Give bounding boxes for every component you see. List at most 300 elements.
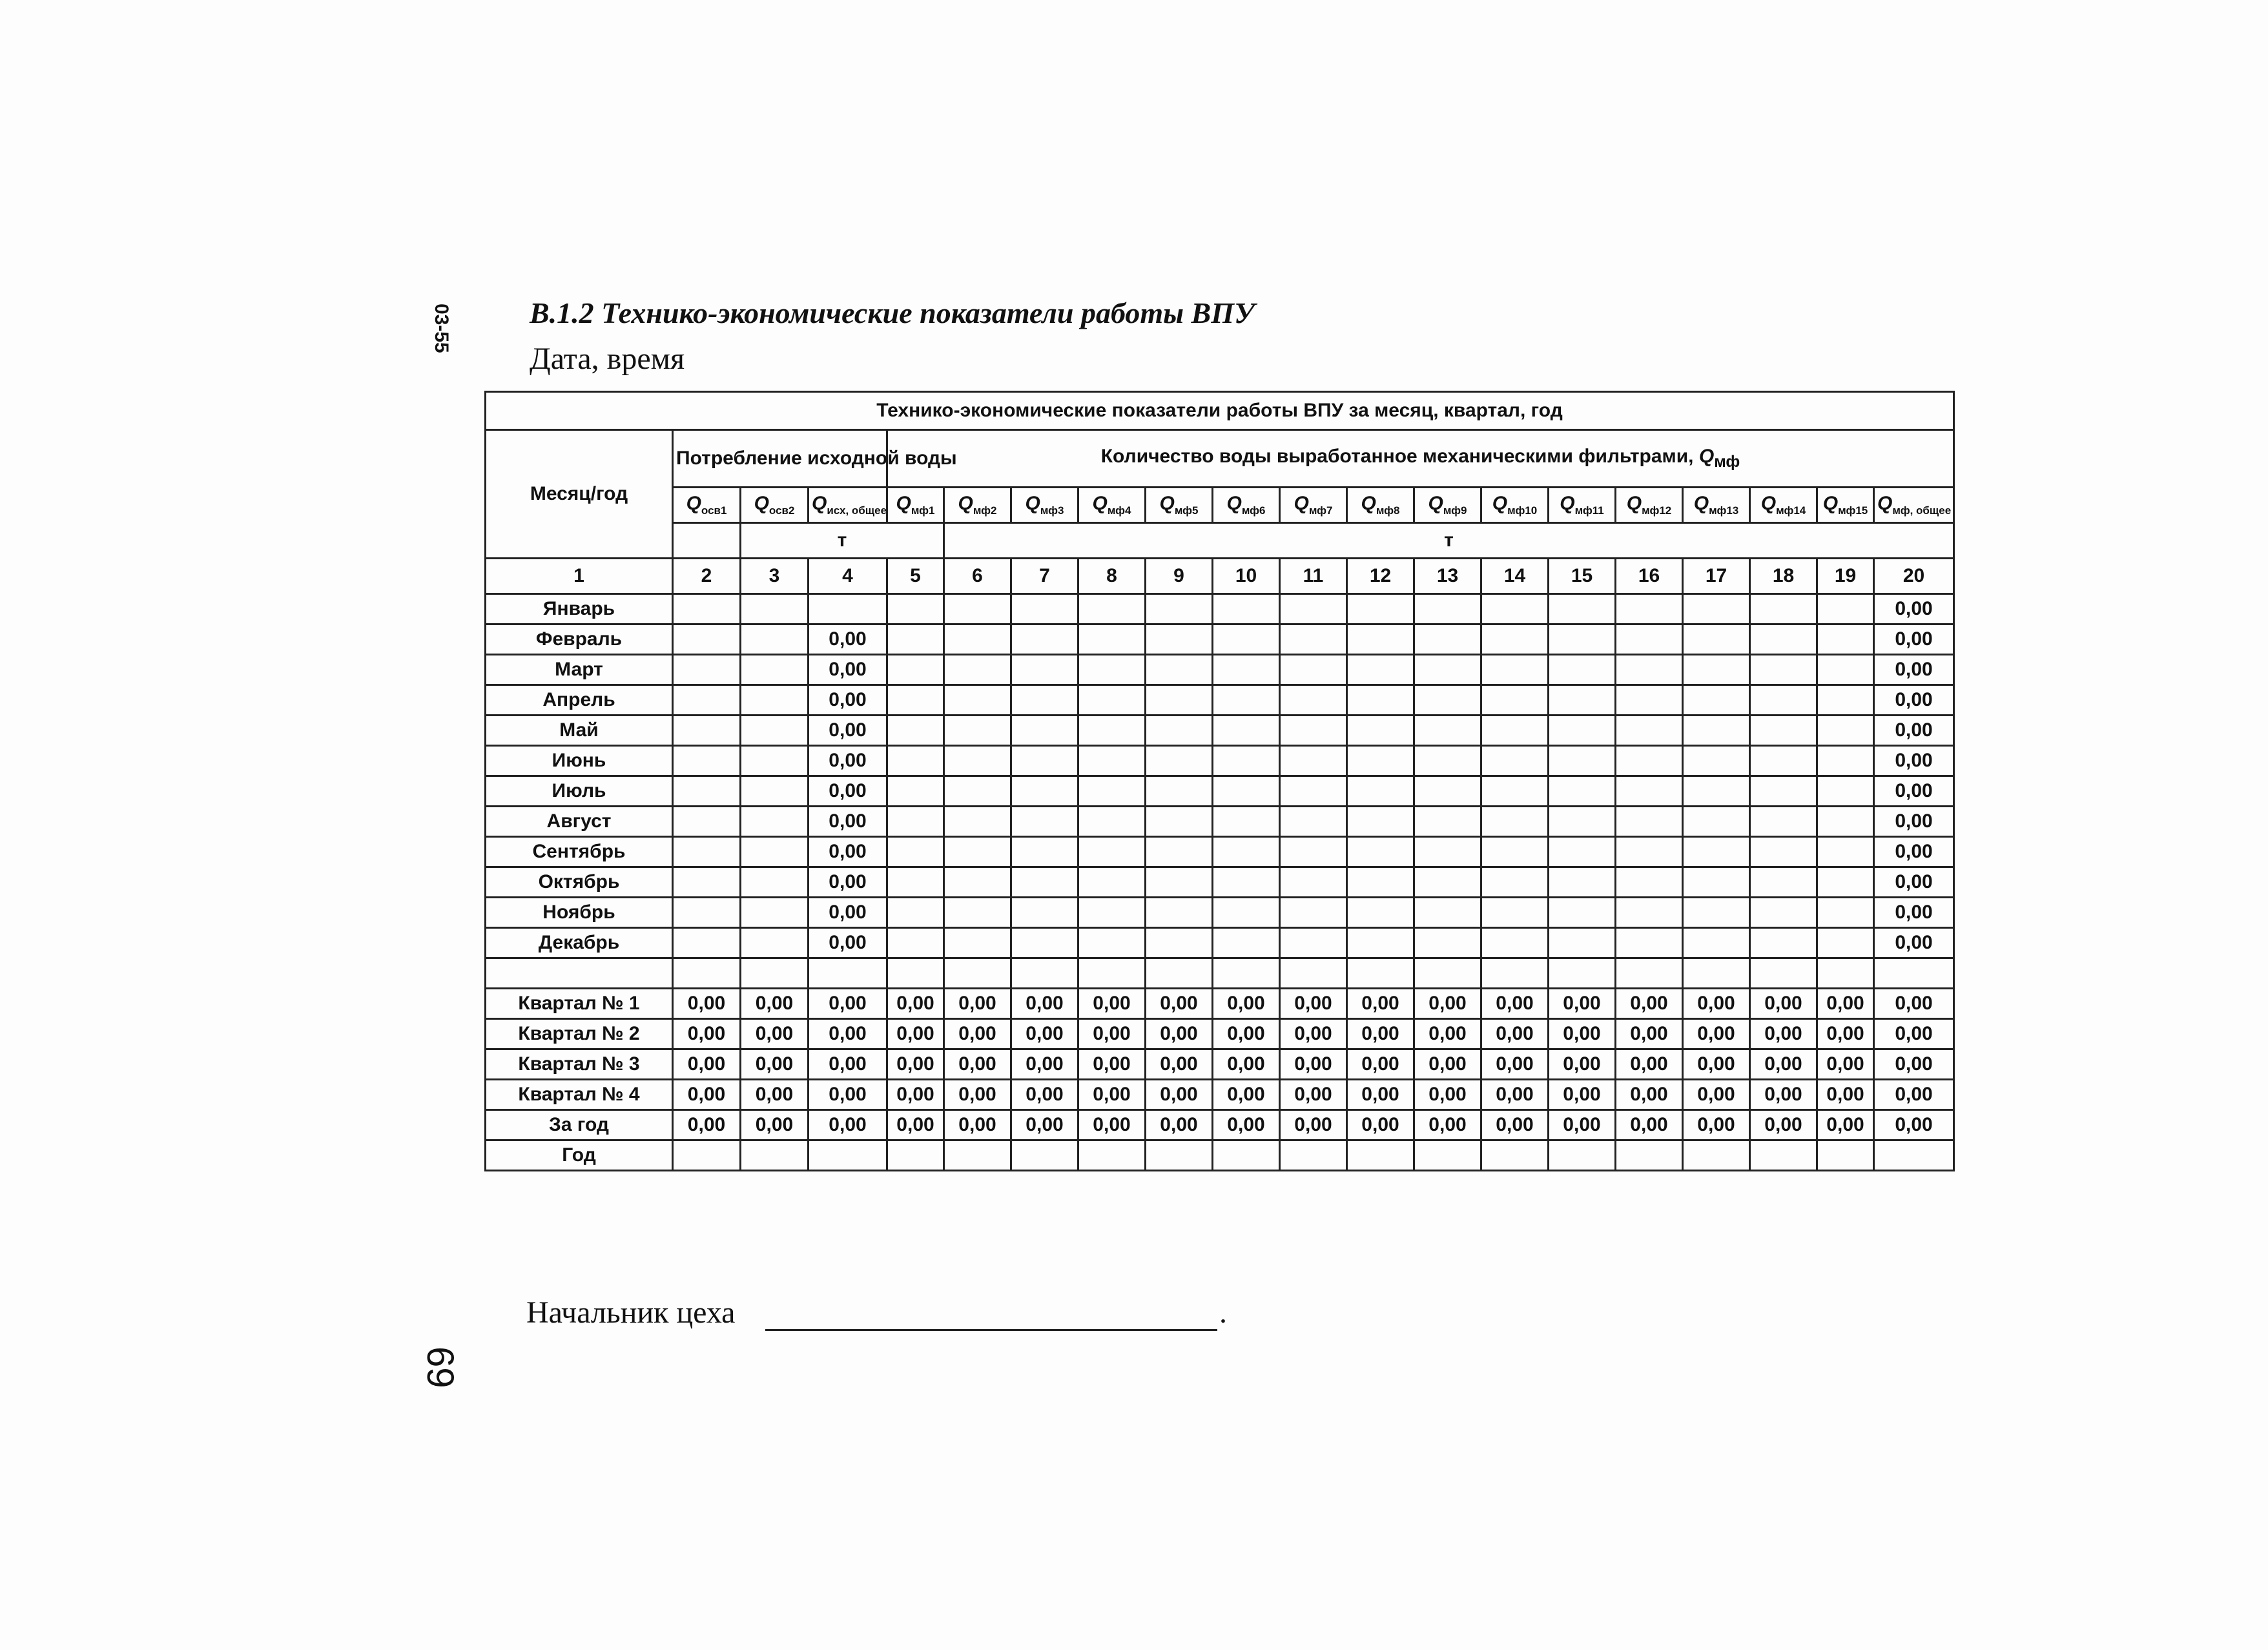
table-cell[interactable] bbox=[1616, 776, 1683, 807]
table-cell[interactable]: 0,00 bbox=[673, 1110, 741, 1140]
table-cell[interactable]: 0,00 bbox=[1011, 1110, 1078, 1140]
table-cell[interactable] bbox=[1280, 958, 1347, 989]
table-cell[interactable]: 0,00 bbox=[1874, 837, 1954, 867]
signature-line[interactable] bbox=[765, 1329, 1217, 1331]
table-cell[interactable] bbox=[1280, 594, 1347, 624]
table-cell[interactable]: 0,00 bbox=[809, 989, 887, 1019]
table-cell[interactable] bbox=[1280, 716, 1347, 746]
table-cell[interactable] bbox=[1683, 807, 1750, 837]
table-cell[interactable]: 0,00 bbox=[1750, 1049, 1817, 1080]
table-cell[interactable]: 0,00 bbox=[1683, 1049, 1750, 1080]
table-cell[interactable] bbox=[1549, 716, 1616, 746]
table-cell[interactable]: 0,00 bbox=[1874, 928, 1954, 958]
table-cell[interactable] bbox=[1817, 958, 1874, 989]
table-cell[interactable] bbox=[1146, 776, 1213, 807]
table-cell[interactable] bbox=[1414, 655, 1481, 685]
table-cell[interactable]: 0,00 bbox=[1817, 1019, 1874, 1049]
table-cell[interactable] bbox=[1750, 958, 1817, 989]
table-cell[interactable] bbox=[1414, 1140, 1481, 1171]
table-cell[interactable] bbox=[1683, 867, 1750, 898]
table-cell[interactable] bbox=[1011, 746, 1078, 776]
table-cell[interactable]: 0,00 bbox=[741, 1110, 809, 1140]
table-cell[interactable]: 0,00 bbox=[809, 746, 887, 776]
table-cell[interactable] bbox=[1213, 928, 1280, 958]
table-cell[interactable] bbox=[673, 837, 741, 867]
table-cell[interactable]: 0,00 bbox=[809, 807, 887, 837]
table-cell[interactable] bbox=[1549, 867, 1616, 898]
table-cell[interactable] bbox=[1011, 624, 1078, 655]
table-cell[interactable]: 0,00 bbox=[944, 1049, 1011, 1080]
table-cell[interactable] bbox=[741, 624, 809, 655]
table-cell[interactable]: 0,00 bbox=[809, 867, 887, 898]
table-cell[interactable] bbox=[1078, 928, 1146, 958]
table-cell[interactable] bbox=[1616, 958, 1683, 989]
table-cell[interactable] bbox=[1750, 837, 1817, 867]
table-cell[interactable] bbox=[1078, 594, 1146, 624]
table-cell[interactable]: 0,00 bbox=[944, 1080, 1011, 1110]
table-cell[interactable] bbox=[887, 898, 944, 928]
table-cell[interactable] bbox=[1683, 928, 1750, 958]
table-cell[interactable] bbox=[1750, 746, 1817, 776]
table-cell[interactable] bbox=[673, 776, 741, 807]
table-cell[interactable] bbox=[809, 1140, 887, 1171]
table-cell[interactable] bbox=[1683, 624, 1750, 655]
table-cell[interactable] bbox=[1616, 655, 1683, 685]
table-cell[interactable] bbox=[1683, 898, 1750, 928]
table-cell[interactable]: 0,00 bbox=[1481, 1049, 1549, 1080]
table-cell[interactable]: 0,00 bbox=[1414, 1019, 1481, 1049]
table-cell[interactable]: 0,00 bbox=[1874, 867, 1954, 898]
table-cell[interactable] bbox=[1616, 837, 1683, 867]
table-cell[interactable]: 0,00 bbox=[741, 989, 809, 1019]
table-cell[interactable] bbox=[1078, 898, 1146, 928]
table-cell[interactable]: 0,00 bbox=[1146, 1049, 1213, 1080]
table-cell[interactable] bbox=[1146, 928, 1213, 958]
table-cell[interactable] bbox=[887, 746, 944, 776]
table-cell[interactable]: 0,00 bbox=[1213, 1110, 1280, 1140]
table-cell[interactable] bbox=[944, 624, 1011, 655]
table-cell[interactable] bbox=[1414, 746, 1481, 776]
table-cell[interactable]: 0,00 bbox=[887, 1019, 944, 1049]
table-cell[interactable] bbox=[1146, 685, 1213, 716]
table-cell[interactable] bbox=[741, 898, 809, 928]
table-cell[interactable] bbox=[1817, 898, 1874, 928]
table-cell[interactable]: 0,00 bbox=[673, 1019, 741, 1049]
table-cell[interactable] bbox=[1549, 928, 1616, 958]
table-cell[interactable]: 0,00 bbox=[1817, 1049, 1874, 1080]
table-cell[interactable] bbox=[1481, 594, 1549, 624]
table-cell[interactable] bbox=[1549, 898, 1616, 928]
table-cell[interactable] bbox=[741, 746, 809, 776]
table-cell[interactable]: 0,00 bbox=[1078, 1049, 1146, 1080]
table-cell[interactable] bbox=[673, 655, 741, 685]
table-cell[interactable] bbox=[1078, 776, 1146, 807]
table-cell[interactable] bbox=[1616, 867, 1683, 898]
table-cell[interactable] bbox=[1078, 837, 1146, 867]
table-cell[interactable]: 0,00 bbox=[1213, 1049, 1280, 1080]
table-cell[interactable] bbox=[1213, 867, 1280, 898]
table-cell[interactable] bbox=[944, 898, 1011, 928]
table-cell[interactable] bbox=[1280, 776, 1347, 807]
table-cell[interactable] bbox=[1481, 928, 1549, 958]
table-cell[interactable] bbox=[1146, 807, 1213, 837]
table-cell[interactable]: 0,00 bbox=[809, 685, 887, 716]
table-cell[interactable] bbox=[1683, 776, 1750, 807]
table-cell[interactable] bbox=[1616, 928, 1683, 958]
table-cell[interactable] bbox=[741, 837, 809, 867]
table-cell[interactable]: 0,00 bbox=[1280, 1019, 1347, 1049]
table-cell[interactable] bbox=[1146, 958, 1213, 989]
table-cell[interactable] bbox=[1414, 624, 1481, 655]
table-cell[interactable] bbox=[1481, 807, 1549, 837]
table-cell[interactable] bbox=[944, 746, 1011, 776]
table-cell[interactable]: 0,00 bbox=[1347, 1110, 1414, 1140]
table-cell[interactable] bbox=[1011, 898, 1078, 928]
table-cell[interactable] bbox=[887, 807, 944, 837]
table-cell[interactable] bbox=[673, 807, 741, 837]
table-cell[interactable] bbox=[1817, 867, 1874, 898]
table-cell[interactable]: 0,00 bbox=[809, 1049, 887, 1080]
table-cell[interactable] bbox=[1011, 958, 1078, 989]
table-cell[interactable]: 0,00 bbox=[1280, 1049, 1347, 1080]
table-cell[interactable] bbox=[1874, 958, 1954, 989]
table-cell[interactable]: 0,00 bbox=[1481, 1019, 1549, 1049]
table-cell[interactable] bbox=[673, 594, 741, 624]
table-cell[interactable]: 0,00 bbox=[1414, 989, 1481, 1019]
table-cell[interactable]: 0,00 bbox=[1750, 1019, 1817, 1049]
table-cell[interactable] bbox=[1549, 594, 1616, 624]
table-cell[interactable] bbox=[944, 655, 1011, 685]
table-cell[interactable]: 0,00 bbox=[1011, 1080, 1078, 1110]
table-cell[interactable]: 0,00 bbox=[1683, 989, 1750, 1019]
table-cell[interactable] bbox=[1549, 776, 1616, 807]
table-cell[interactable] bbox=[1683, 716, 1750, 746]
table-cell[interactable] bbox=[1213, 594, 1280, 624]
table-cell[interactable]: 0,00 bbox=[1683, 1019, 1750, 1049]
table-cell[interactable] bbox=[1011, 837, 1078, 867]
table-cell[interactable] bbox=[1011, 685, 1078, 716]
table-cell[interactable] bbox=[1481, 716, 1549, 746]
table-cell[interactable] bbox=[1146, 837, 1213, 867]
table-cell[interactable] bbox=[741, 716, 809, 746]
table-cell[interactable] bbox=[1146, 716, 1213, 746]
table-cell[interactable] bbox=[1616, 898, 1683, 928]
table-cell[interactable] bbox=[1750, 624, 1817, 655]
table-cell[interactable] bbox=[1817, 716, 1874, 746]
table-cell[interactable] bbox=[1280, 807, 1347, 837]
table-cell[interactable] bbox=[1347, 928, 1414, 958]
table-cell[interactable]: 0,00 bbox=[1616, 1019, 1683, 1049]
table-cell[interactable] bbox=[887, 624, 944, 655]
table-cell[interactable] bbox=[1280, 837, 1347, 867]
table-cell[interactable] bbox=[1481, 655, 1549, 685]
table-cell[interactable] bbox=[1347, 867, 1414, 898]
table-cell[interactable] bbox=[1213, 807, 1280, 837]
table-cell[interactable]: 0,00 bbox=[809, 655, 887, 685]
table-cell[interactable]: 0,00 bbox=[1481, 1110, 1549, 1140]
table-cell[interactable] bbox=[1414, 776, 1481, 807]
table-cell[interactable]: 0,00 bbox=[1213, 989, 1280, 1019]
table-cell[interactable] bbox=[1481, 958, 1549, 989]
table-cell[interactable] bbox=[1817, 594, 1874, 624]
table-cell[interactable] bbox=[1750, 898, 1817, 928]
table-cell[interactable]: 0,00 bbox=[1347, 989, 1414, 1019]
table-cell[interactable] bbox=[809, 594, 887, 624]
table-cell[interactable] bbox=[944, 1140, 1011, 1171]
table-cell[interactable] bbox=[1481, 776, 1549, 807]
table-cell[interactable] bbox=[1078, 655, 1146, 685]
table-cell[interactable]: 0,00 bbox=[1481, 989, 1549, 1019]
table-cell[interactable] bbox=[1280, 928, 1347, 958]
table-cell[interactable] bbox=[1481, 746, 1549, 776]
table-cell[interactable]: 0,00 bbox=[944, 989, 1011, 1019]
table-cell[interactable] bbox=[1213, 655, 1280, 685]
table-cell[interactable] bbox=[1078, 807, 1146, 837]
table-cell[interactable] bbox=[1549, 655, 1616, 685]
table-cell[interactable] bbox=[1213, 958, 1280, 989]
table-cell[interactable]: 0,00 bbox=[887, 1110, 944, 1140]
table-cell[interactable]: 0,00 bbox=[809, 1110, 887, 1140]
table-cell[interactable] bbox=[1011, 716, 1078, 746]
table-cell[interactable] bbox=[1347, 594, 1414, 624]
table-cell[interactable] bbox=[673, 898, 741, 928]
table-cell[interactable] bbox=[944, 837, 1011, 867]
table-cell[interactable] bbox=[1817, 655, 1874, 685]
table-cell[interactable]: 0,00 bbox=[741, 1019, 809, 1049]
table-cell[interactable]: 0,00 bbox=[809, 837, 887, 867]
table-cell[interactable] bbox=[1750, 594, 1817, 624]
table-cell[interactable] bbox=[673, 685, 741, 716]
table-cell[interactable] bbox=[1616, 746, 1683, 776]
table-cell[interactable] bbox=[1078, 716, 1146, 746]
table-cell[interactable]: 0,00 bbox=[944, 1019, 1011, 1049]
table-cell[interactable] bbox=[1280, 746, 1347, 776]
table-cell[interactable] bbox=[1549, 624, 1616, 655]
table-cell[interactable]: 0,00 bbox=[1874, 1019, 1954, 1049]
table-cell[interactable] bbox=[1481, 867, 1549, 898]
table-cell[interactable] bbox=[1549, 746, 1616, 776]
table-cell[interactable] bbox=[1347, 776, 1414, 807]
table-cell[interactable] bbox=[741, 928, 809, 958]
table-cell[interactable]: 0,00 bbox=[673, 989, 741, 1019]
table-cell[interactable]: 0,00 bbox=[673, 1049, 741, 1080]
table-cell[interactable]: 0,00 bbox=[1347, 1049, 1414, 1080]
table-cell[interactable] bbox=[1078, 958, 1146, 989]
table-cell[interactable] bbox=[944, 958, 1011, 989]
table-cell[interactable]: 0,00 bbox=[1146, 1110, 1213, 1140]
table-cell[interactable] bbox=[1414, 928, 1481, 958]
table-cell[interactable] bbox=[1347, 898, 1414, 928]
table-cell[interactable] bbox=[1213, 1140, 1280, 1171]
table-cell[interactable] bbox=[1481, 1140, 1549, 1171]
table-cell[interactable] bbox=[741, 1140, 809, 1171]
table-cell[interactable] bbox=[1347, 655, 1414, 685]
table-cell[interactable] bbox=[1011, 1140, 1078, 1171]
table-cell[interactable]: 0,00 bbox=[1146, 989, 1213, 1019]
table-cell[interactable]: 0,00 bbox=[1549, 1019, 1616, 1049]
table-cell[interactable] bbox=[887, 1140, 944, 1171]
table-cell[interactable] bbox=[1146, 594, 1213, 624]
table-cell[interactable]: 0,00 bbox=[1874, 746, 1954, 776]
table-cell[interactable] bbox=[887, 837, 944, 867]
table-cell[interactable] bbox=[1750, 776, 1817, 807]
table-cell[interactable]: 0,00 bbox=[1280, 989, 1347, 1019]
table-cell[interactable] bbox=[1683, 655, 1750, 685]
table-cell[interactable]: 0,00 bbox=[1817, 989, 1874, 1019]
table-cell[interactable]: 0,00 bbox=[1414, 1049, 1481, 1080]
table-cell[interactable] bbox=[1616, 685, 1683, 716]
table-cell[interactable]: 0,00 bbox=[1549, 1080, 1616, 1110]
table-cell[interactable]: 0,00 bbox=[1750, 1110, 1817, 1140]
table-cell[interactable] bbox=[1280, 898, 1347, 928]
table-cell[interactable] bbox=[1347, 958, 1414, 989]
table-cell[interactable] bbox=[1213, 776, 1280, 807]
table-cell[interactable] bbox=[1347, 624, 1414, 655]
table-cell[interactable] bbox=[1414, 594, 1481, 624]
table-cell[interactable] bbox=[1549, 1140, 1616, 1171]
table-cell[interactable] bbox=[1213, 716, 1280, 746]
table-cell[interactable]: 0,00 bbox=[809, 1019, 887, 1049]
table-cell[interactable] bbox=[741, 958, 809, 989]
table-cell[interactable] bbox=[1683, 685, 1750, 716]
table-cell[interactable] bbox=[887, 928, 944, 958]
table-cell[interactable] bbox=[1616, 624, 1683, 655]
table-cell[interactable] bbox=[1414, 837, 1481, 867]
table-cell[interactable] bbox=[944, 867, 1011, 898]
table-cell[interactable] bbox=[1549, 685, 1616, 716]
table-cell[interactable] bbox=[1280, 685, 1347, 716]
table-cell[interactable] bbox=[673, 716, 741, 746]
table-cell[interactable]: 0,00 bbox=[809, 898, 887, 928]
table-cell[interactable] bbox=[1481, 685, 1549, 716]
table-cell[interactable] bbox=[1280, 624, 1347, 655]
table-cell[interactable]: 0,00 bbox=[1414, 1080, 1481, 1110]
table-cell[interactable] bbox=[1078, 624, 1146, 655]
table-cell[interactable] bbox=[1481, 624, 1549, 655]
table-cell[interactable] bbox=[944, 716, 1011, 746]
table-cell[interactable]: 0,00 bbox=[1549, 989, 1616, 1019]
table-cell[interactable] bbox=[1347, 1140, 1414, 1171]
table-cell[interactable] bbox=[1011, 867, 1078, 898]
table-cell[interactable]: 0,00 bbox=[1817, 1080, 1874, 1110]
table-cell[interactable] bbox=[887, 685, 944, 716]
table-cell[interactable]: 0,00 bbox=[1078, 1110, 1146, 1140]
table-cell[interactable] bbox=[1347, 716, 1414, 746]
table-cell[interactable] bbox=[1616, 594, 1683, 624]
table-cell[interactable] bbox=[1549, 958, 1616, 989]
table-cell[interactable]: 0,00 bbox=[1874, 776, 1954, 807]
table-cell[interactable]: 0,00 bbox=[1146, 1080, 1213, 1110]
table-cell[interactable]: 0,00 bbox=[809, 1080, 887, 1110]
table-cell[interactable] bbox=[741, 867, 809, 898]
table-cell[interactable] bbox=[1011, 594, 1078, 624]
table-cell[interactable] bbox=[1414, 685, 1481, 716]
table-cell[interactable]: 0,00 bbox=[1874, 1049, 1954, 1080]
table-cell[interactable]: 0,00 bbox=[1750, 1080, 1817, 1110]
table-cell[interactable]: 0,00 bbox=[1616, 1080, 1683, 1110]
table-cell[interactable] bbox=[1011, 776, 1078, 807]
table-cell[interactable] bbox=[887, 594, 944, 624]
table-cell[interactable] bbox=[741, 655, 809, 685]
table-cell[interactable] bbox=[1347, 746, 1414, 776]
table-cell[interactable]: 0,00 bbox=[887, 989, 944, 1019]
table-cell[interactable] bbox=[1146, 624, 1213, 655]
table-cell[interactable] bbox=[1750, 928, 1817, 958]
table-cell[interactable] bbox=[944, 928, 1011, 958]
table-cell[interactable] bbox=[1347, 837, 1414, 867]
table-cell[interactable] bbox=[1280, 1140, 1347, 1171]
table-cell[interactable] bbox=[1414, 898, 1481, 928]
table-cell[interactable]: 0,00 bbox=[1213, 1080, 1280, 1110]
table-cell[interactable]: 0,00 bbox=[1683, 1110, 1750, 1140]
table-cell[interactable] bbox=[1213, 685, 1280, 716]
table-cell[interactable] bbox=[1750, 867, 1817, 898]
table-cell[interactable] bbox=[1213, 898, 1280, 928]
table-cell[interactable] bbox=[1683, 958, 1750, 989]
table-cell[interactable] bbox=[673, 928, 741, 958]
table-cell[interactable] bbox=[673, 867, 741, 898]
table-cell[interactable] bbox=[1146, 655, 1213, 685]
table-cell[interactable] bbox=[1213, 837, 1280, 867]
table-cell[interactable] bbox=[673, 1140, 741, 1171]
table-cell[interactable]: 0,00 bbox=[1011, 1019, 1078, 1049]
table-cell[interactable] bbox=[741, 807, 809, 837]
table-cell[interactable] bbox=[1817, 1140, 1874, 1171]
table-cell[interactable] bbox=[1213, 624, 1280, 655]
table-cell[interactable]: 0,00 bbox=[741, 1080, 809, 1110]
table-cell[interactable] bbox=[1817, 746, 1874, 776]
table-cell[interactable]: 0,00 bbox=[809, 624, 887, 655]
table-cell[interactable] bbox=[887, 776, 944, 807]
table-cell[interactable] bbox=[1750, 807, 1817, 837]
table-cell[interactable]: 0,00 bbox=[1549, 1049, 1616, 1080]
table-cell[interactable] bbox=[1011, 807, 1078, 837]
table-cell[interactable]: 0,00 bbox=[673, 1080, 741, 1110]
table-cell[interactable]: 0,00 bbox=[1616, 1049, 1683, 1080]
table-cell[interactable] bbox=[1817, 776, 1874, 807]
table-cell[interactable] bbox=[809, 958, 887, 989]
table-cell[interactable]: 0,00 bbox=[1683, 1080, 1750, 1110]
table-cell[interactable]: 0,00 bbox=[1549, 1110, 1616, 1140]
table-cell[interactable]: 0,00 bbox=[809, 716, 887, 746]
table-cell[interactable]: 0,00 bbox=[1874, 655, 1954, 685]
table-cell[interactable]: 0,00 bbox=[1011, 1049, 1078, 1080]
table-cell[interactable]: 0,00 bbox=[1213, 1019, 1280, 1049]
table-cell[interactable] bbox=[1078, 867, 1146, 898]
table-cell[interactable] bbox=[1817, 624, 1874, 655]
table-cell[interactable] bbox=[1280, 655, 1347, 685]
table-cell[interactable] bbox=[741, 594, 809, 624]
table-cell[interactable]: 0,00 bbox=[1874, 685, 1954, 716]
table-cell[interactable]: 0,00 bbox=[1817, 1110, 1874, 1140]
table-cell[interactable] bbox=[887, 716, 944, 746]
table-cell[interactable] bbox=[673, 624, 741, 655]
table-cell[interactable] bbox=[741, 776, 809, 807]
table-cell[interactable]: 0,00 bbox=[1280, 1110, 1347, 1140]
table-cell[interactable] bbox=[1683, 837, 1750, 867]
table-cell[interactable] bbox=[1817, 807, 1874, 837]
table-cell[interactable] bbox=[1414, 867, 1481, 898]
table-cell[interactable] bbox=[673, 746, 741, 776]
table-cell[interactable] bbox=[1683, 594, 1750, 624]
table-cell[interactable] bbox=[1817, 837, 1874, 867]
table-cell[interactable]: 0,00 bbox=[1078, 1080, 1146, 1110]
table-cell[interactable] bbox=[1549, 837, 1616, 867]
table-cell[interactable]: 0,00 bbox=[1347, 1080, 1414, 1110]
table-cell[interactable] bbox=[1616, 1140, 1683, 1171]
table-cell[interactable]: 0,00 bbox=[1078, 989, 1146, 1019]
table-cell[interactable]: 0,00 bbox=[1078, 1019, 1146, 1049]
